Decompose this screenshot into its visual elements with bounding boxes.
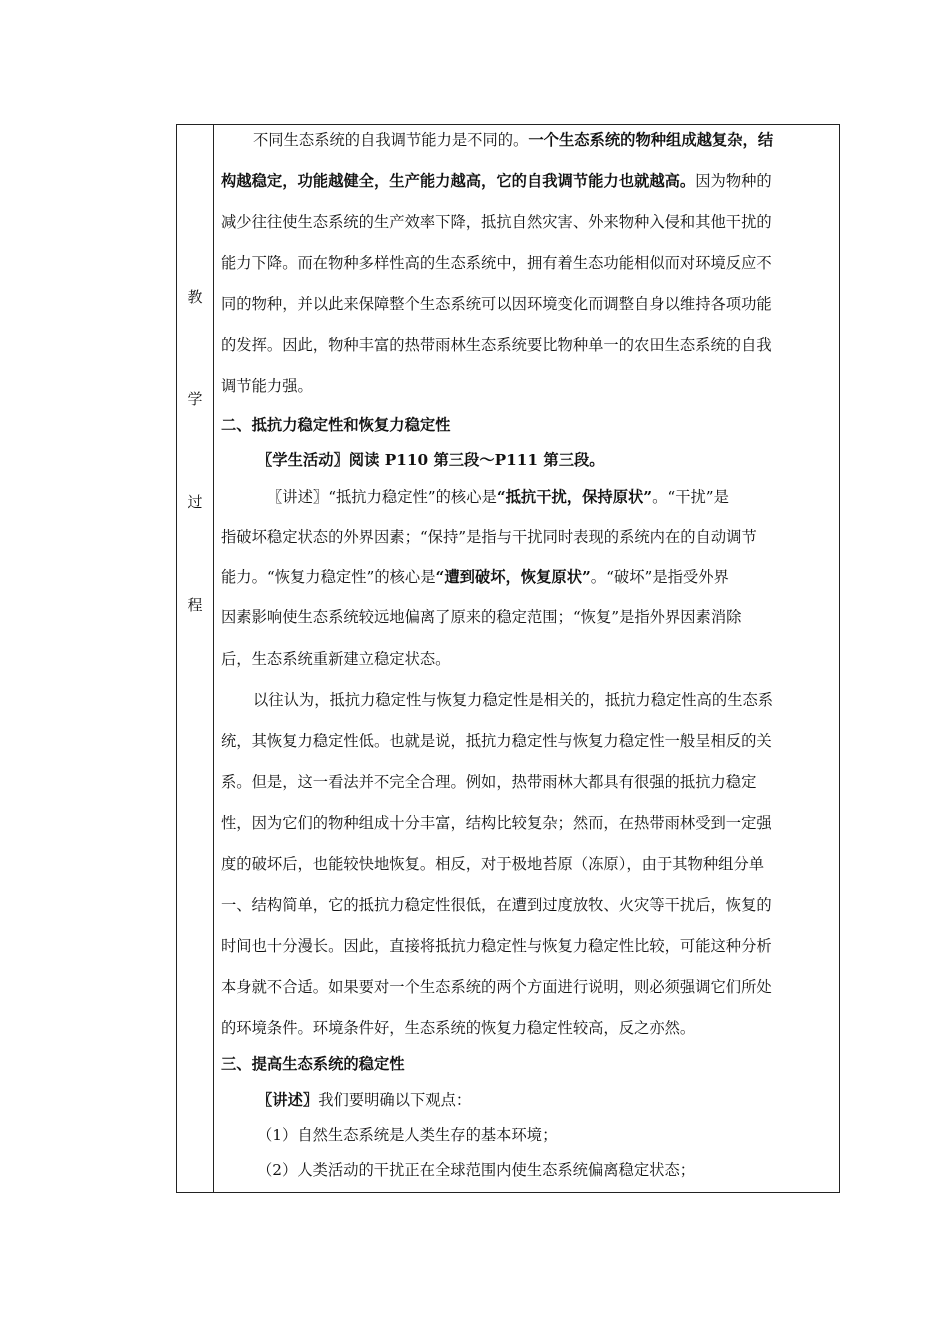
para1-line-6: 的发挥。因此，物种丰富的热带雨林生态系统要比物种单一的农田生态系统的自我 — [221, 336, 772, 354]
para1-line-2: 构越稳定，功能越健全，生产能力越高，它的自我调节能力也就越高。因为物种的 — [221, 172, 772, 190]
para2-line-5: 后，生态系统重新建立稳定状态。 — [221, 650, 451, 668]
para1-line-7: 调节能力强。 — [221, 377, 313, 395]
side-label-char-2: 学 — [187, 390, 203, 408]
para3-line-4: 性，因为它们的物种组成十分丰富，结构比较复杂；然而，在热带雨林受到一定强 — [221, 814, 772, 832]
para2-line-4: 因素影响使生态系统较远地偏离了原来的稳定范围；“恢复”是指外界因素消除 — [221, 608, 742, 626]
para1-line-3: 减少往往使生态系统的生产效率下降，抵抗自然灾害、外来物种入侵和其他干扰的 — [221, 213, 772, 231]
side-label-char-3: 过 — [187, 493, 203, 511]
para2-line-3: 能力。“恢复力稳定性”的核心是“遭到破坏，恢复原状”。“破坏”是指受外界 — [221, 568, 729, 586]
para1-line-1: 不同生态系统的自我调节能力是不同的。一个生态系统的物种组成越复杂，结 — [253, 131, 774, 149]
point-2: （2）人类活动的干扰正在全球范围内使生态系统偏离稳定状态； — [257, 1161, 696, 1179]
column-divider — [213, 124, 214, 1193]
side-label-char-4: 程 — [187, 596, 203, 614]
para3-line-1: 以往认为，抵抗力稳定性与恢复力稳定性是相关的，抵抗力稳定性高的生态系 — [253, 691, 774, 709]
para3-line-5: 度的破坏后，也能较快地恢复。相反，对于极地苔原（冻原），由于其物种组分单 — [221, 855, 765, 873]
para1-line-4: 能力下降。而在物种多样性高的生态系统中，拥有着生态功能相似而对环境反应不 — [221, 254, 772, 272]
para3-line-3: 系。但是，这一看法并不完全合理。例如，热带雨林大都具有很强的抵抗力稳定 — [221, 773, 757, 791]
para3-line-9: 的环境条件。环境条件好，生态系统的恢复力稳定性较高，反之亦然。 — [221, 1019, 696, 1037]
para3-line-6: 一、结构简单，它的抵抗力稳定性很低，在遭到过度放牧、火灾等干扰后，恢复的 — [221, 896, 772, 914]
section-heading-2: 二、抵抗力稳定性和恢复力稳定性 — [221, 416, 451, 434]
lecture-intro: 〖讲述〗我们要明确以下观点： — [257, 1091, 472, 1109]
section-heading-3: 三、提高生态系统的稳定性 — [221, 1055, 405, 1073]
para2-line-1: 〖讲述〗“抵抗力稳定性”的核心是“抵抗干扰，保持原状”。“干扰”是 — [267, 488, 729, 506]
student-activity: 〖学生活动〗阅读 P110 第三段～P111 第三段。 — [257, 451, 605, 469]
para3-line-2: 统，其恢复力稳定性低。也就是说，抵抗力稳定性与恢复力稳定性一般呈相反的关 — [221, 732, 772, 750]
para3-line-7: 时间也十分漫长。因此，直接将抵抗力稳定性与恢复力稳定性比较，可能这种分析 — [221, 937, 772, 955]
para2-line-2: 指破坏稳定状态的外界因素；“保持”是指与干扰同时表现的系统内在的自动调节 — [221, 528, 757, 546]
para3-line-8: 本身就不合适。如果要对一个生态系统的两个方面进行说明，则必须强调它们所处 — [221, 978, 772, 996]
side-label-char-1: 教 — [187, 288, 203, 306]
para1-line-5: 同的物种，并以此来保障整个生态系统可以因环境变化而调整自身以维持各项功能 — [221, 295, 772, 313]
point-1: （1）自然生态系统是人类生存的基本环境； — [257, 1126, 558, 1144]
